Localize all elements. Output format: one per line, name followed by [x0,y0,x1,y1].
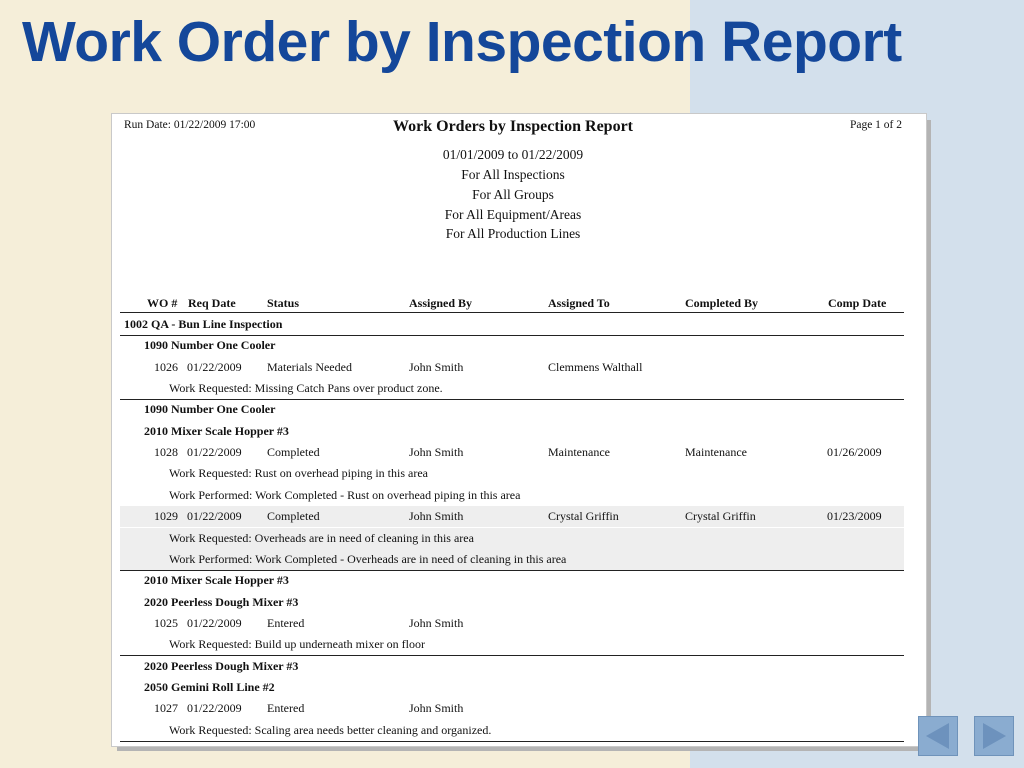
equipment-name: 1090 Number One Cooler [144,338,276,353]
col-header-assigned-by: Assigned By [409,296,473,310]
equipment-group-row [120,421,904,442]
wo-number: 1026 [154,359,178,374]
equipment-name: 1090 Number One Cooler [144,402,276,417]
assigned-by: John Smith [409,701,464,716]
assigned-to: Clemmens Walthall [548,359,643,374]
completed-by: Maintenance [685,445,747,460]
equipment-group-row [120,677,904,698]
report-page [111,113,927,747]
date-range: 01/01/2009 to 01/22/2009 [442,147,584,162]
next-slide-button[interactable] [974,716,1014,756]
assigned-by: John Smith [409,359,464,374]
header-rule [120,312,904,313]
equipment-group-row [120,592,904,613]
work-note: Work Performed: Work Completed - Rust on overhead piping in this area [169,487,521,502]
req-date: 01/22/2009 [187,701,242,716]
work-note-row [120,485,904,506]
page-number: Page 1 of 2 [849,119,902,131]
req-date: 01/22/2009 [187,509,242,524]
comp-date: 01/23/2009 [827,509,882,524]
report-title: Work Orders by Inspection Report [393,118,633,135]
req-date: 01/22/2009 [187,615,242,630]
work-note: Work Requested: Missing Catch Pans over product zone. [169,381,443,396]
run-date: Run Date: 01/22/2009 17:00 [124,119,256,131]
equipment-name: 2010 Mixer Scale Hopper #3 [144,573,289,588]
work-order-row [120,442,904,463]
wo-status: Entered [267,701,305,716]
triangle-right-icon [975,717,1013,755]
equipment-group-row [120,570,904,591]
work-note-row [120,720,904,741]
col-header-completed-by: Completed By [685,296,758,310]
filter-groups: For All Groups [472,187,554,202]
col-header-status: Status [267,296,300,310]
previous-slide-button[interactable] [918,716,958,756]
work-note-row [120,378,904,399]
completed-by: Crystal Griffin [685,509,756,524]
comp-date: 01/26/2009 [827,445,882,460]
work-note-row [120,634,904,655]
work-note: Work Requested: Scaling area needs better cleaning and organized. [169,722,492,737]
work-order-row [120,506,904,527]
work-note-row [120,549,904,570]
wo-status: Entered [267,615,305,630]
triangle-left-icon [919,717,957,755]
wo-status: Completed [267,445,320,460]
equipment-group-row [120,399,904,420]
col-header-assigned-to: Assigned To [548,296,610,310]
req-date: 01/22/2009 [187,359,242,374]
wo-number: 1027 [154,701,178,716]
work-note: Work Requested: Rust on overhead piping in this area [169,466,428,481]
equipment-name: 2020 Peerless Dough Mixer #3 [144,658,299,673]
equipment-name: 2050 Gemini Roll Line #2 [144,679,275,694]
equipment-name: 2010 Mixer Scale Hopper #3 [144,423,289,438]
work-order-row [120,613,904,634]
col-header-req-date: Req Date [188,296,236,310]
equipment-name: 2020 Peerless Dough Mixer #3 [144,594,299,609]
inspection-name: 1002 QA - Bun Line Inspection [124,317,283,331]
assigned-to: Crystal Griffin [548,509,619,524]
wo-number: 1029 [154,509,178,524]
work-note: Work Requested: Build up underneath mixer on floor [169,637,425,652]
work-note-row [120,463,904,484]
col-header-wo: WO # [147,296,178,310]
equipment-group-row [120,335,904,356]
work-order-row [120,357,904,378]
wo-number: 1028 [154,445,178,460]
assigned-by: John Smith [409,615,464,630]
wo-status: Completed [267,509,320,524]
assigned-by: John Smith [409,445,464,460]
filter-inspections: For All Inspections [461,167,565,182]
work-order-row [120,698,904,719]
work-note-row [120,528,904,549]
work-note: Work Performed: Work Completed - Overheads are in need of cleaning in this area [169,551,567,566]
filter-production-lines: For All Production Lines [445,226,581,241]
col-header-comp-date: Comp Date [828,296,887,310]
assigned-by: John Smith [409,509,464,524]
wo-status: Materials Needed [267,359,352,374]
wo-number: 1025 [154,615,178,630]
filter-equipment: For All Equipment/Areas [444,207,582,222]
assigned-to: Maintenance [548,445,610,460]
equipment-group-row [120,656,904,677]
row-rule [120,741,904,742]
work-note: Work Requested: Overheads are in need of cleaning in this area [169,530,474,545]
inspection-group-row [120,314,904,335]
req-date: 01/22/2009 [187,445,242,460]
slide-title: Work Order by Inspection Report [22,10,902,74]
